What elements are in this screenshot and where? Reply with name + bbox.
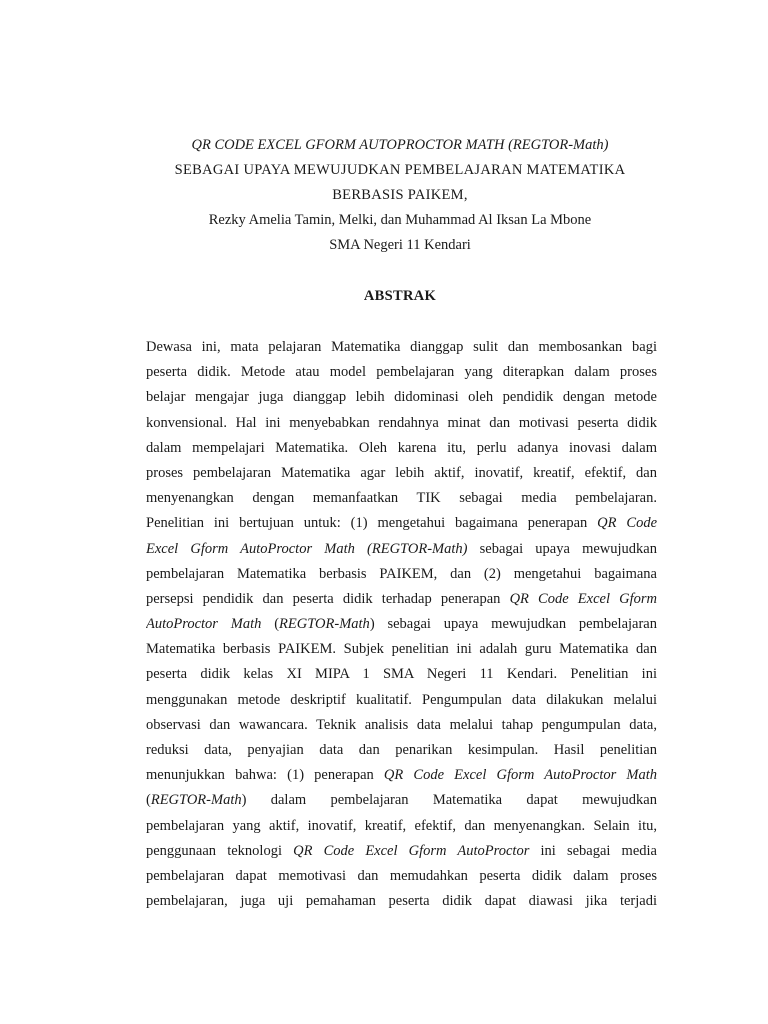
abstract-line-text bbox=[146, 738, 657, 763]
paper-title-line-3: BERBASIS PAIKEM, bbox=[332, 187, 468, 203]
abstract-italic-term: QR Code Excel Gform AutoProctor Math bbox=[383, 767, 657, 784]
abstract-text-segment: pembelajaran Matematika berbasis PAIKEM, dan (2) mengetahui bagaimana bbox=[146, 565, 657, 582]
abstract-text-segment: peserta didik. Metode atau model pembelajaran yang diterapkan dalam proses bbox=[146, 364, 657, 381]
abstract-italic-term: Excel Gform AutoProctor Math (REGTOR-Math) bbox=[146, 540, 468, 557]
abstract-line-text bbox=[146, 360, 657, 385]
abstract-line-text bbox=[146, 612, 657, 637]
paper-title-line-2: SEBAGAI UPAYA MEWUJUDKAN PEMBELAJARAN MATEMATIKA bbox=[174, 162, 626, 178]
abstract-text-segment: sebagai upaya mewujudkan bbox=[467, 540, 657, 557]
abstract-line bbox=[146, 637, 657, 662]
abstract-line bbox=[146, 814, 657, 839]
abstract-text-segment: pembelajaran dapat memotivasi dan memudahkan peserta didik dalam proses bbox=[146, 867, 657, 884]
abstract-line bbox=[146, 537, 657, 562]
abstract-line bbox=[146, 738, 657, 763]
abstract-text-segment: penggunaan teknologi bbox=[146, 842, 294, 859]
abstract-text-segment: menunjukkan bahwa: (1) penerapan bbox=[146, 767, 384, 784]
abstract-body bbox=[146, 335, 657, 914]
abstract-line bbox=[146, 788, 657, 813]
abstract-line-text bbox=[146, 688, 657, 713]
abstract-text-segment: Penelitian ini bertujuan untuk: (1) mengetahui bagaimana penerapan bbox=[146, 515, 598, 532]
abstract-line-text bbox=[146, 889, 657, 914]
abstract-line-text bbox=[146, 537, 657, 562]
abstract-line bbox=[146, 486, 657, 511]
abstract-line bbox=[146, 763, 657, 788]
abstract-line bbox=[146, 889, 657, 914]
abstract-line bbox=[146, 662, 657, 687]
abstract-line-text bbox=[146, 763, 657, 788]
abstract-line bbox=[146, 411, 657, 436]
abstract-line-text bbox=[146, 637, 657, 662]
abstract-text-segment: persepsi pendidik dan peserta didik terhadap penerapan bbox=[146, 590, 510, 607]
abstract-line bbox=[146, 713, 657, 738]
abstract-line-text bbox=[146, 864, 657, 889]
abstract-italic-term: AutoProctor Math bbox=[146, 616, 262, 633]
abstract-line bbox=[146, 436, 657, 461]
paper-title-line-1: QR CODE EXCEL GFORM AUTOPROCTOR MATH (REGTOR-Math) bbox=[191, 137, 609, 153]
abstract-line bbox=[146, 511, 657, 536]
paper-header bbox=[0, 133, 768, 258]
abstract-line bbox=[146, 360, 657, 385]
abstract-line bbox=[146, 864, 657, 889]
abstract-text-segment: pembelajaran yang aktif, inovatif, kreatif, efektif, dan menyenangkan. Selain itu, bbox=[146, 817, 657, 834]
abstract-text-segment: pembelajaran, juga uji pemahaman peserta didik dapat diawasi jika terjadi bbox=[146, 893, 657, 910]
abstract-line-text bbox=[146, 562, 657, 587]
abstract-text-segment: ini sebagai media bbox=[529, 842, 657, 859]
abstract-text-segment: ( bbox=[146, 792, 151, 809]
abstract-text-segment: peserta didik kelas XI MIPA 1 SMA Negeri 11 Kendari. Penelitian ini bbox=[146, 666, 657, 683]
abstract-line-text bbox=[146, 461, 657, 486]
abstract-line-text bbox=[146, 385, 657, 410]
abstract-heading: ABSTRAK bbox=[363, 288, 437, 304]
abstract-line-text bbox=[146, 411, 657, 436]
abstract-line-text bbox=[146, 713, 657, 738]
abstract-line bbox=[146, 335, 657, 360]
abstract-italic-term: REGTOR-Math bbox=[279, 616, 370, 633]
abstract-text-segment: reduksi data, penyajian data dan penarikan kesimpulan. Hasil penelitian bbox=[146, 742, 657, 758]
abstract-text-segment: konvensional. Hal ini menyebabkan rendahnya minat dan motivasi peserta didik bbox=[146, 414, 657, 431]
abstract-italic-term: QR Code bbox=[597, 515, 657, 532]
abstract-line bbox=[146, 587, 657, 612]
abstract-text-segment: menyenangkan dengan memanfaatkan TIK sebagai media pembelajaran. bbox=[146, 490, 657, 507]
abstract-line-text bbox=[146, 814, 657, 839]
abstract-line bbox=[146, 839, 657, 864]
paper-institution: SMA Negeri 11 Kendari bbox=[329, 237, 471, 253]
abstract-text-segment: proses pembelajaran Matematika agar lebih aktif, inovatif, kreatif, efektif, dan bbox=[146, 464, 657, 481]
abstract-line-text bbox=[146, 662, 657, 687]
abstract-line-text bbox=[146, 511, 657, 536]
abstract-line-text bbox=[146, 587, 657, 612]
abstract-line bbox=[146, 461, 657, 486]
paper-authors: Rezky Amelia Tamin, Melki, dan Muhammad Al Iksan La Mbone bbox=[208, 212, 592, 228]
abstract-line bbox=[146, 688, 657, 713]
abstract-text-segment: ) sebagai upaya mewujudkan pembelajaran bbox=[369, 616, 657, 633]
abstract-text-segment: Matematika berbasis PAIKEM. Subjek penelitian ini adalah guru Matematika dan bbox=[146, 641, 657, 658]
abstract-italic-term: REGTOR-Math bbox=[150, 792, 242, 809]
abstract-text-segment: observasi dan wawancara. Teknik analisis data melalui tahap pengumpulan data, bbox=[146, 716, 657, 733]
abstract-text-segment: dalam mempelajari Matematika. Oleh karena itu, perlu adanya inovasi dalam bbox=[146, 439, 657, 456]
abstract-line-text bbox=[146, 839, 657, 864]
abstract-italic-term: QR Code Excel Gform bbox=[509, 590, 657, 607]
abstract-line bbox=[146, 612, 657, 637]
abstract-text-segment: menggunakan metode deskriptif kualitatif. Pengumpulan data dilakukan melalui bbox=[146, 691, 657, 708]
abstract-italic-term: QR Code Excel Gform AutoProctor bbox=[293, 842, 530, 859]
abstract-text-segment: ) dalam pembelajaran Matematika dapat mewujudkan bbox=[241, 792, 657, 809]
abstract-line-text bbox=[146, 486, 657, 511]
abstract-text-segment: ( bbox=[261, 616, 280, 633]
abstract-line bbox=[146, 385, 657, 410]
abstract-text-segment: belajar mengajar juga dianggap lebih didominasi oleh pendidik dengan metode bbox=[146, 389, 657, 406]
abstract-text-segment: Dewasa ini, mata pelajaran Matematika dianggap sulit dan membosankan bagi bbox=[146, 339, 657, 355]
abstract-line-text bbox=[146, 788, 657, 813]
abstract-line-text bbox=[146, 335, 657, 360]
abstract-line bbox=[146, 562, 657, 587]
abstract-line-text bbox=[146, 436, 657, 461]
